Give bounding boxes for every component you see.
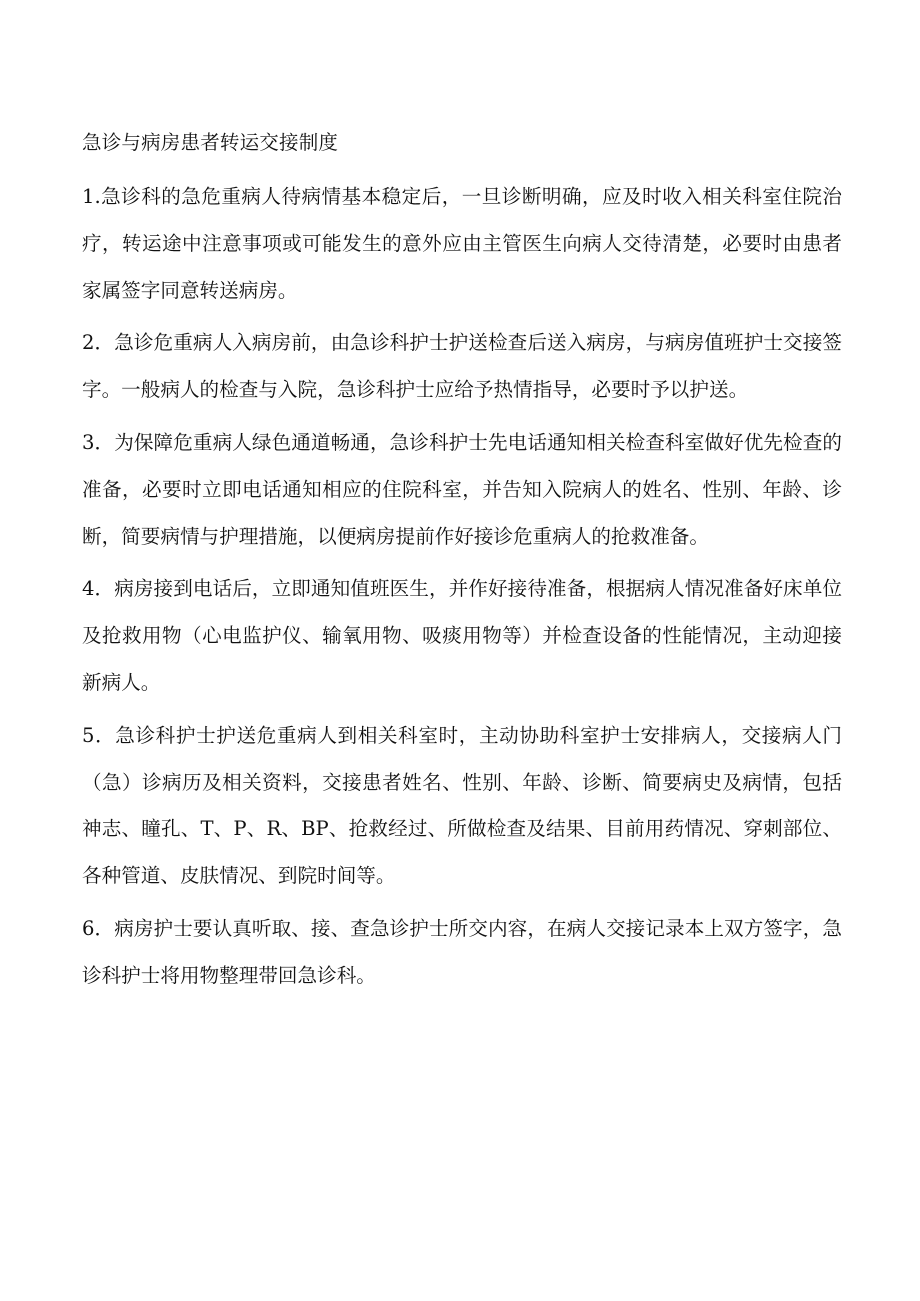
paragraph-6: 6．病房护士要认真听取、接、查急诊护士所交内容，在病人交接记录本上双方签字，急诊科护士将用物整理带回急诊科。 — [82, 916, 842, 987]
document-title: 急诊与病房患者转运交接制度 — [82, 131, 339, 154]
paragraph-2: 2．急诊危重病人入病房前，由急诊科护士护送检查后送入病房，与病房值班护士交接签字。一般病人的检查与入院，急诊科护士应给予热情指导，必要时予以护送。 — [82, 331, 842, 402]
paragraph-3: 3．为保障危重病人绿色通道畅通，急诊科护士先电话通知相关检查科室做好优先检查的准备，必要时立即电话通知相应的住院科室，并告知入院病人的姓名、性别、年龄、诊断，简要病情与护理措施，以便病房提前作好接诊危重病人的抢救准备。 — [82, 430, 842, 548]
document-body — [82, 174, 842, 1006]
paragraph-4: 4．病房接到电话后，立即通知值班医生，并作好接待准备，根据病人情况准备好床单位及抢救用物（心电监护仪、输氧用物、吸痰用物等）并检查设备的性能情况，主动迎接新病人。 — [82, 577, 842, 694]
paragraph-1: 1.急诊科的急危重病人待病情基本稳定后，一旦诊断明确，应及时收入相关科室住院治疗，转运途中注意事项或可能发生的意外应由主管医生向病人交待清楚，必要时由患者家属签字同意转送病房。 — [82, 185, 842, 302]
paragraph-5: 5．急诊科护士护送危重病人到相关科室时，主动协助科室护士安排病人，交接病人门（急）诊病历及相关资料，交接患者姓名、性别、年龄、诊断、简要病史及病情，包括神志、瞳孔、T、P、R、BP、抢救经过、所做检查及结果、目前用药情况、穿刺部位、各种管道、皮肤情况、到院时间等。 — [82, 723, 842, 888]
